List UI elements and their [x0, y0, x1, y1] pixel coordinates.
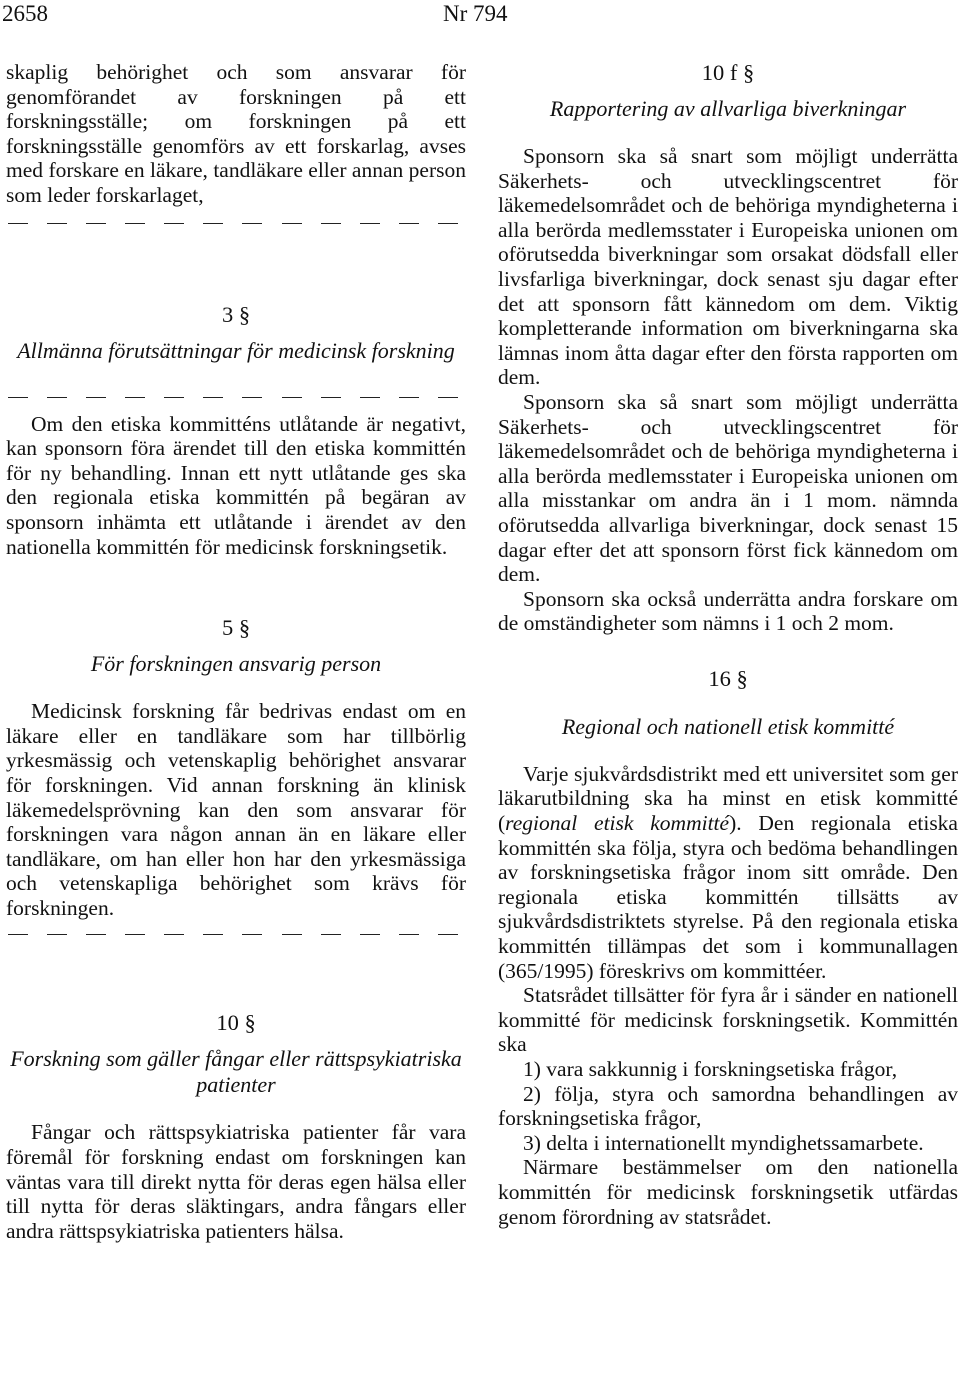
- section-title: För forskningen ansvarig person: [90, 651, 382, 677]
- omission-dashes: [6, 210, 466, 238]
- section-paragraph: Sponsorn ska så snart som möjligt underrätta Säkerhets- och utvecklingscentret för läkemedelsområdet och de behöriga myndigheterna i alla berörda medlemsstater i Europeiska unionen om oförutsedda biverkningar som orsakat dödsfall eller livsfarliga biverkningar, dock senast sju dagar efter det att sponsorn fått kännedom om dem. Viktig kompletterande information om biverkningarna ska lämnas inom åtta dagar efter den första rapporten om dem.: [498, 144, 958, 390]
- section-title: Rapportering av allvarliga biverkningar: [549, 96, 907, 121]
- section-paragraph: Medicinsk forskning får bedrivas endast om en läkare eller en tandläkare som har tillbörlig yrkesmässig och vetenskaplig behörighet ansvarar för forskningen. Vid annan forskning än klinisk läkemedelsprövning kan den som ansvarar för forskningen vara någon annan än en läkare eller tandläkare, om han eller hon har den yrkesmässiga och vetenskapliga behörighet som krävs för forskningen.: [6, 699, 466, 920]
- page-header: [0, 0, 960, 32]
- section-title: Allmänna förutsättningar för medicinsk forskning: [17, 337, 455, 363]
- section-number: 16 §: [708, 665, 748, 691]
- text-run: Varje sjukvårdsdistrikt med ett universitet som ger läkarutbildning ska ha minst en etisk kommitté (: [498, 761, 958, 836]
- section-title: Forskning som gäller fångar eller rättspsykiatriska patienter: [10, 1046, 462, 1098]
- omission-dashes: [6, 384, 466, 412]
- intro-paragraph: skaplig behörighet och som ansvarar för genomförandet av forskningen på ett forskningsställe; om forskningen på ett forskningsställe genomförs av ett forskarlag, avses med forskare en läkare, tandläkare eller annan person som leder forskarlaget,: [6, 60, 466, 207]
- section-number: 10 f §: [701, 60, 755, 85]
- issue-number: Nr 794: [443, 1, 508, 26]
- page-number: 2658: [2, 1, 48, 26]
- section-paragraph: Statsrådet tillsätter för fyra år i sänder en nationell kommitté för medicinsk forskningsetik. Kommittén ska: [498, 983, 958, 1057]
- section-paragraph: Sponsorn ska så snart som möjligt underrätta Säkerhets- och utvecklingscentret för läkemedelsområdet och de behöriga myndigheterna i alla berörda medlemsstater i Europeiska unionen om alla misstankar om andra än i 1 mom. nämnda oförutsedda allvarliga biverkningar, dock senast 15 dagar efter det att sponsorn först fick kännedom om dem.: [498, 389, 958, 587]
- list-item: 2) följa, styra och samordna behandlingen av forskningsetiska frågor,: [498, 1081, 958, 1131]
- section-paragraph: Fångar och rättspsykiatriska patienter får vara föremål för forskning endast om forskningen kan väntas vara till direkt nytta för deras egen hälsa eller till nytta för deras släktingars, andra fångars eller andra rättspsykiatriska patienters hälsa.: [6, 1120, 466, 1243]
- section-paragraph: Sponsorn ska också underrätta andra forskare om de omständigheter som nämns i 1 och 2 mom.: [498, 586, 958, 636]
- section-paragraph: Närmare bestämmelser om den nationella kommittén för medicinsk forskningsetik utfärdas genom förordning av statsrådet.: [498, 1155, 958, 1229]
- list-item: 1) vara sakkunnig i forskningsetiska frågor,: [523, 1057, 898, 1081]
- section-number: 3 §: [221, 301, 251, 327]
- section-title: Regional och nationell etisk kommitté: [561, 713, 895, 739]
- section-number: 5 §: [221, 615, 251, 641]
- right-column: [498, 60, 958, 1229]
- list-item: 3) delta i internationellt myndighetssamarbete.: [523, 1130, 924, 1155]
- text-run: ). Den regionala etiska kommittén ska följa, styra och bedöma behandlingen av forskningsetiska frågor inom sitt område. Den regionala etiska kommittén tillsätts av sjukvårdsdistriktets styrelse. På den regionala etiska kommittén tillämpas det som i kommunallagen (365/1995) föreskrivs om kommittéer.: [498, 811, 958, 983]
- section-number: 10 §: [216, 1010, 256, 1036]
- section-paragraph: Om den etiska kommitténs utlåtande är negativt, kan sponsorn föra ärendet till den etiska kommittén för ny behandling. Innan ett nytt utlåtande ges ska den regionala etiska kommittén på begäran av sponsorn inhämta ett utlåtande i ärendet av den nationella kommittén för medicinsk forskningsetik.: [6, 411, 466, 559]
- section-paragraph: [498, 762, 958, 983]
- emphasized-term: regional etisk kommitté: [505, 811, 730, 836]
- omission-dashes: [6, 920, 466, 948]
- left-column: [6, 60, 466, 1243]
